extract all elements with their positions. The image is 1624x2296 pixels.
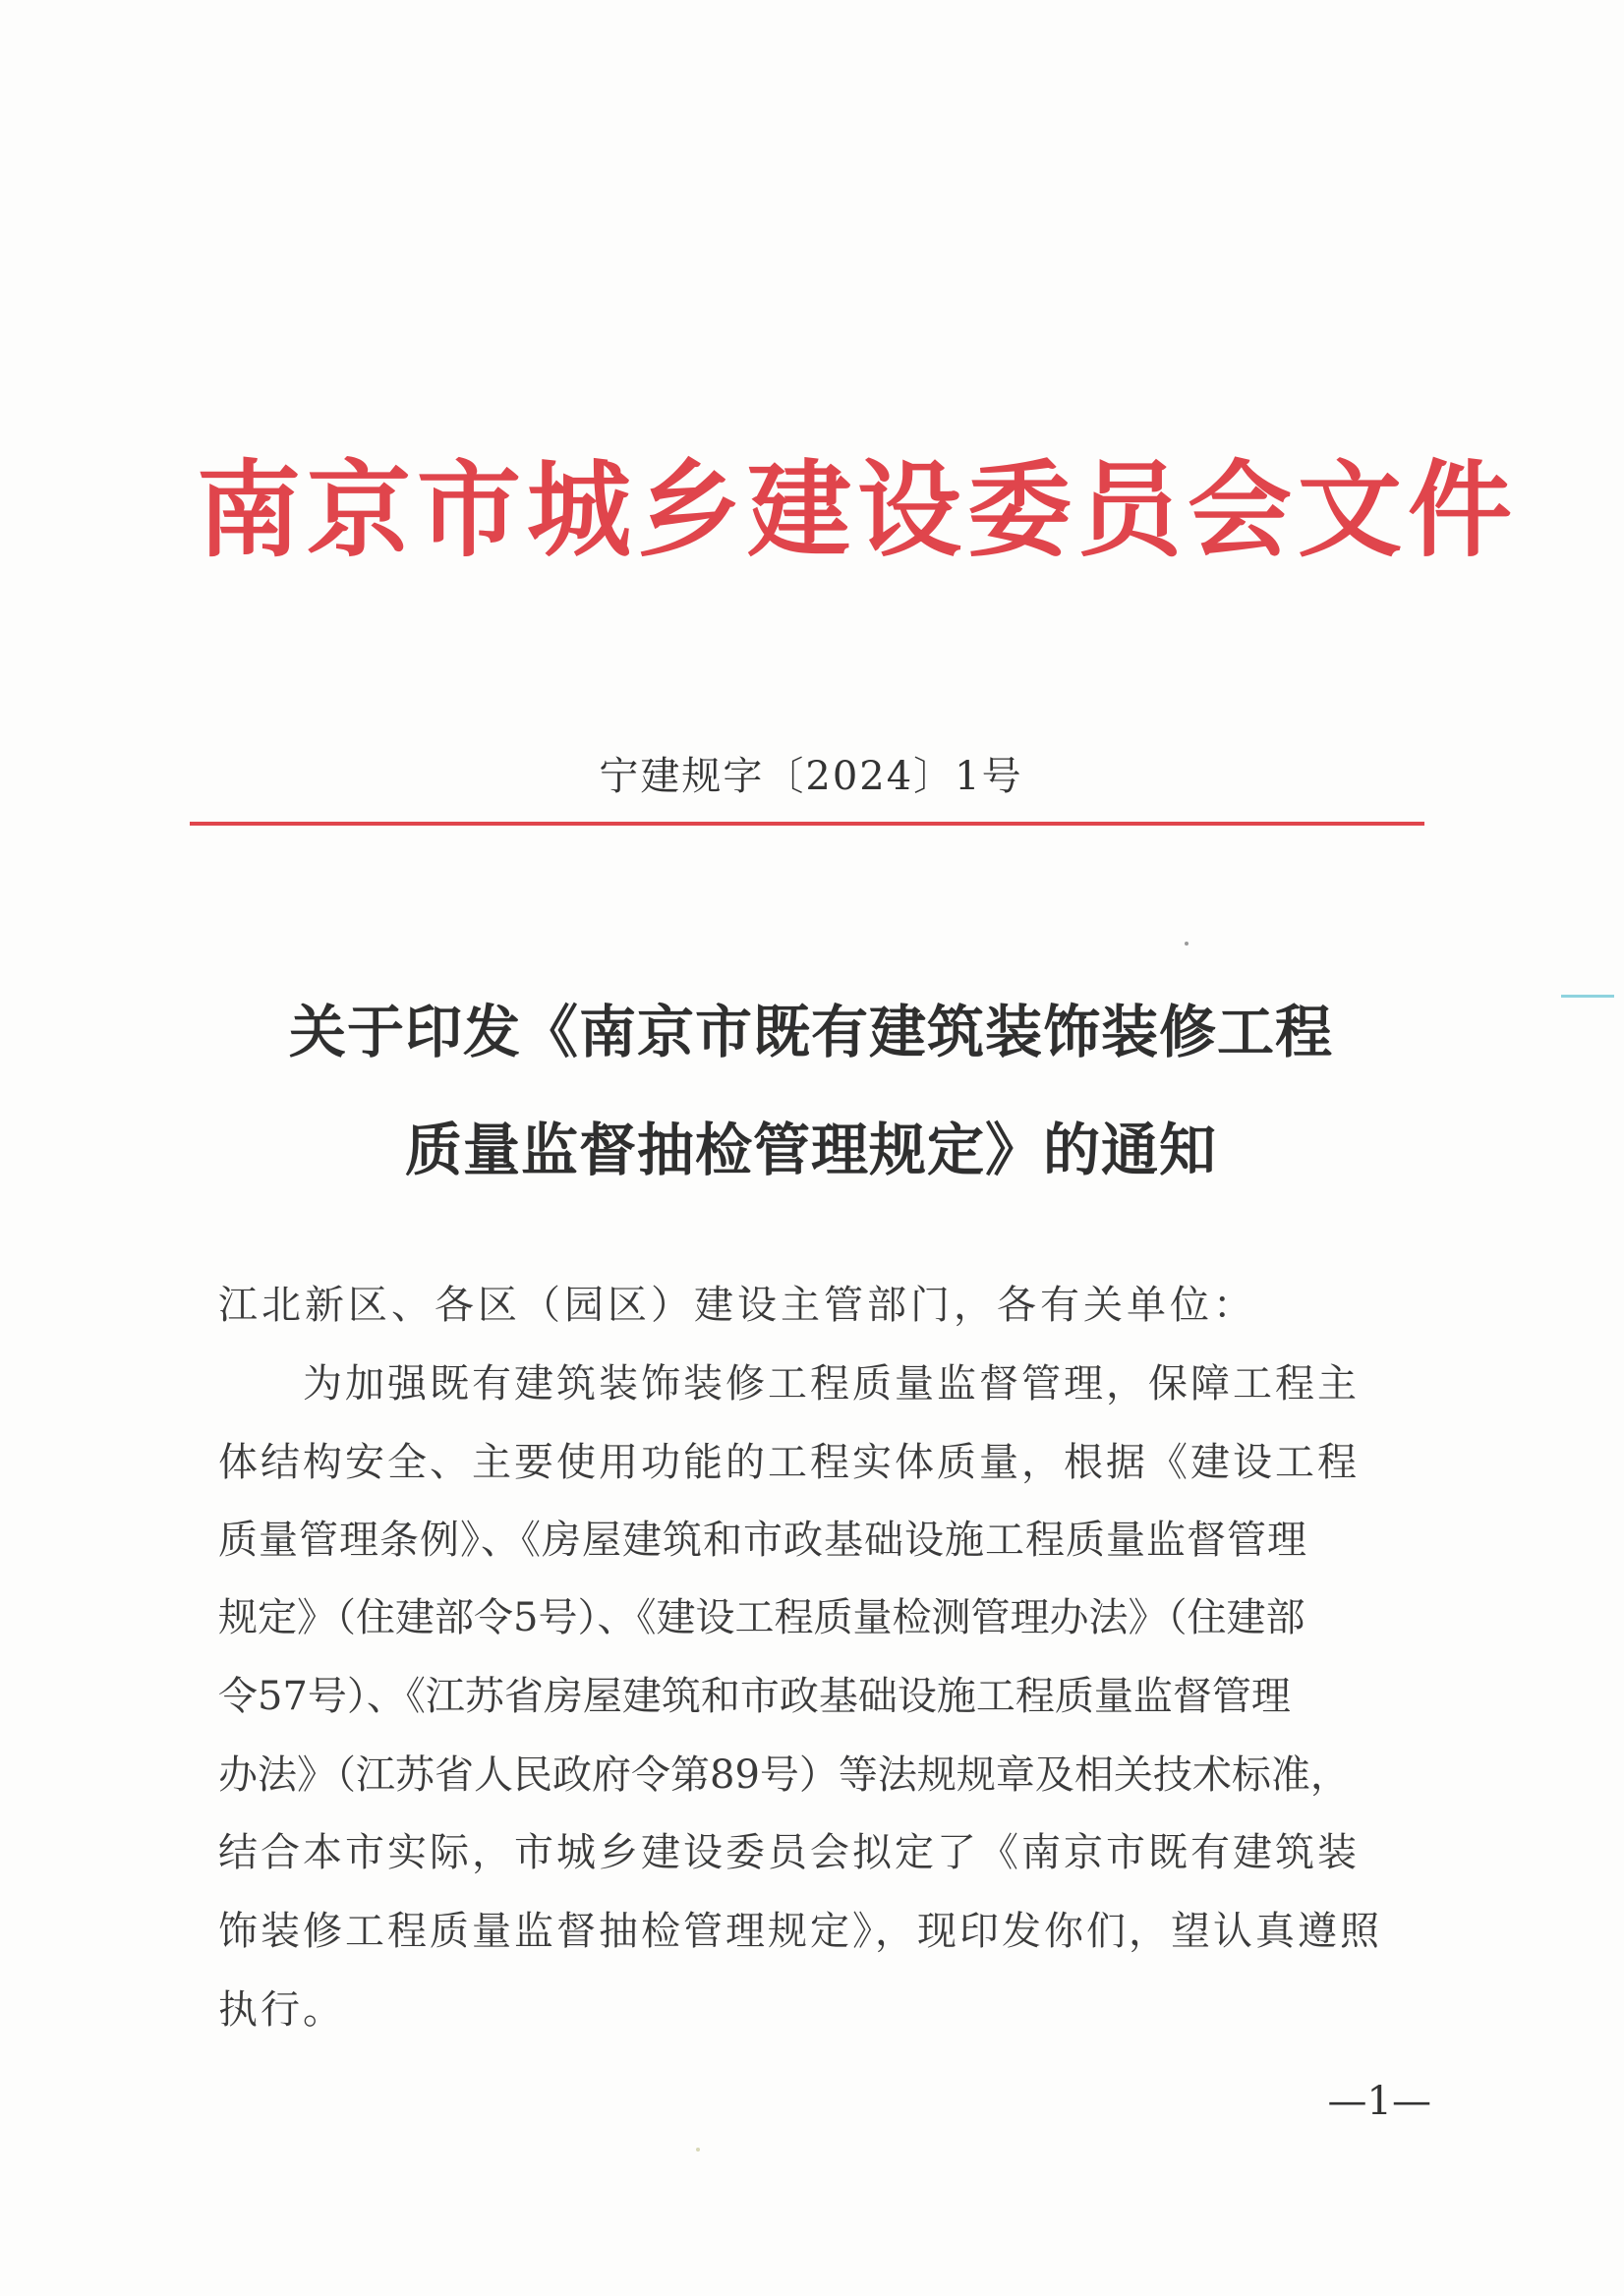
notice-title-line-2: 质量监督抽检管理规定》的通知 — [404, 1117, 1217, 1183]
paragraph-line: 规定》（住建部令5号）、《建设工程质量检测管理办法》（住建部 — [218, 1595, 1305, 1640]
issuing-authority-header: 南京市城乡建设委员会文件 — [197, 448, 1518, 571]
red-separator-line — [190, 822, 1424, 826]
paragraph-line: 饰装修工程质量监督抽检管理规定》，现印发你们，望认真遵照 — [218, 1909, 1382, 1954]
paragraph-line: 执行。 — [218, 1987, 345, 2033]
scan-speck — [696, 2148, 700, 2152]
paragraph-line: 令57号）、《江苏省房屋建筑和市政基础设施工程质量监督管理 — [218, 1674, 1291, 1719]
scan-edge-mark — [1561, 995, 1614, 998]
paragraph-line: 质量管理条例》、《房屋建筑和市政基础设施工程质量监督管理 — [218, 1518, 1307, 1563]
paragraph-line: 为加强既有建筑装饰装修工程质量监督管理，保障工程主 — [218, 1361, 1360, 1406]
salutation: 江北新区、各区（园区）建设主管部门，各有关单位： — [218, 1283, 1256, 1328]
paragraph-line: 结合本市实际，市城乡建设委员会拟定了《南京市既有建筑装 — [218, 1830, 1360, 1875]
notice-title-line-1: 关于印发《南京市既有建筑装饰装修工程 — [288, 999, 1333, 1065]
paragraph-line: 体结构安全、主要使用功能的工程实体质量，根据《建设工程 — [218, 1440, 1360, 1485]
scan-speck — [1185, 942, 1189, 946]
document-number: 宁建规字〔2024〕1号 — [599, 754, 1023, 799]
paragraph-line: 办法》（江苏省人民政府令第89号）等法规规章及相关技术标准， — [218, 1752, 1350, 1798]
page-number: —1— — [1327, 2079, 1431, 2124]
